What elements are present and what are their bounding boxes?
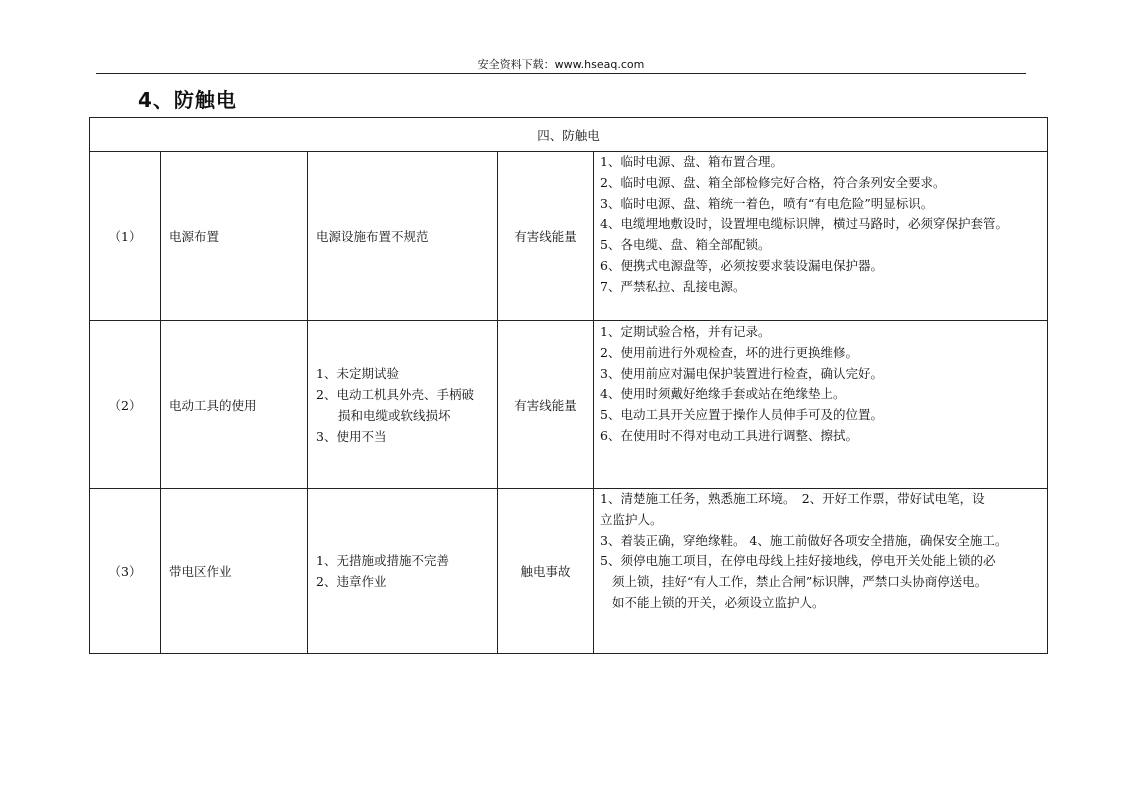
table-row [90,152,1048,321]
hazard-line: 2、电动工机具外壳、手柄破 [316,386,474,402]
measure-line: 5、须停电施工项目，在停电母线上挂好接地线，停电开关处能上锁的必 [600,553,996,569]
measure-line: 1、定期试验合格，并有记录。 [600,324,771,339]
measure-line: 立监护人。 [600,511,663,527]
safety-measures-table [89,117,1048,654]
table-row [90,489,1048,654]
row-risk: 有害线能量 [498,152,594,321]
hazard-line: 2、违章作业 [316,574,387,589]
hazard-line: 电源设施布置不规范 [316,228,429,244]
measure-line: 如不能上锁的开关，必须设立监护人。 [612,594,825,610]
measure-line: 4、电缆埋地敷设时，设置埋电缆标识牌，横过马路时，必须穿保护套管。 [600,216,1008,232]
measure-line: 3、使用前应对漏电保护装置进行检查，确认完好。 [600,365,883,381]
measure-line: 4、使用时须戴好绝缘手套或站在绝缘垫上。 [600,386,846,402]
section-heading: 4、防触电 [138,88,237,112]
row-hazard [308,321,498,489]
measure-line: 须上锁，挂好“有人工作，禁止合闸”标识牌，严禁口头协商停送电。 [612,574,988,590]
row-measures [594,489,1048,654]
row-item: 电源布置 [161,152,308,321]
hazard-line: 损和电缆或软线损坏 [338,407,451,423]
table-title: 四、防触电 [90,118,1048,152]
row-item: 电动工具的使用 [161,321,308,489]
row-index: （3） [90,489,161,654]
hazard-line: 1、无措施或措施不完善 [316,553,449,568]
measure-line: 6、在使用时不得对电动工具进行调整、擦拭。 [600,427,858,443]
measure-line: 2、临时电源、盘、箱全部检修完好合格，符合条列安全要求。 [600,174,946,190]
row-index: （2） [90,321,161,489]
row-item: 带电区作业 [161,489,308,654]
table-row [90,321,1048,489]
row-measures [594,152,1048,321]
measure-line: 5、各电缆、盘、箱全部配锁。 [600,237,771,253]
row-measures [594,321,1048,489]
measure-line: 1、临时电源、盘、箱布置合理。 [600,154,783,169]
hazard-line: 3、使用不当 [316,428,387,444]
row-hazard [308,489,498,654]
row-risk: 触电事故 [498,489,594,654]
measure-line: 2、使用前进行外观检查，坏的进行更换维修。 [600,344,858,360]
measure-line: 3、临时电源、盘、箱统一着色，喷有“有电危险”明显标识。 [600,195,934,211]
measure-line: 5、电动工具开关应置于操作人员伸手可及的位置。 [600,407,883,423]
row-hazard [308,152,498,321]
measure-line: 6、便携式电源盘等，必须按要求装设漏电保护器。 [600,257,883,273]
measure-line: 1、清楚施工任务，熟悉施工环境。 2、开好工作票，带好试电笔，设 [600,491,985,506]
page-header: 安全资料下载：www.hseaq.com [96,56,1026,74]
measure-line: 3、着装正确，穿绝缘鞋。 4、施工前做好各项安全措施，确保安全施工。 [600,532,1008,548]
measure-line: 7、严禁私拉、乱接电源。 [600,278,746,294]
hazard-line: 1、未定期试验 [316,365,399,381]
row-index: （1） [90,152,161,321]
row-risk: 有害线能量 [498,321,594,489]
